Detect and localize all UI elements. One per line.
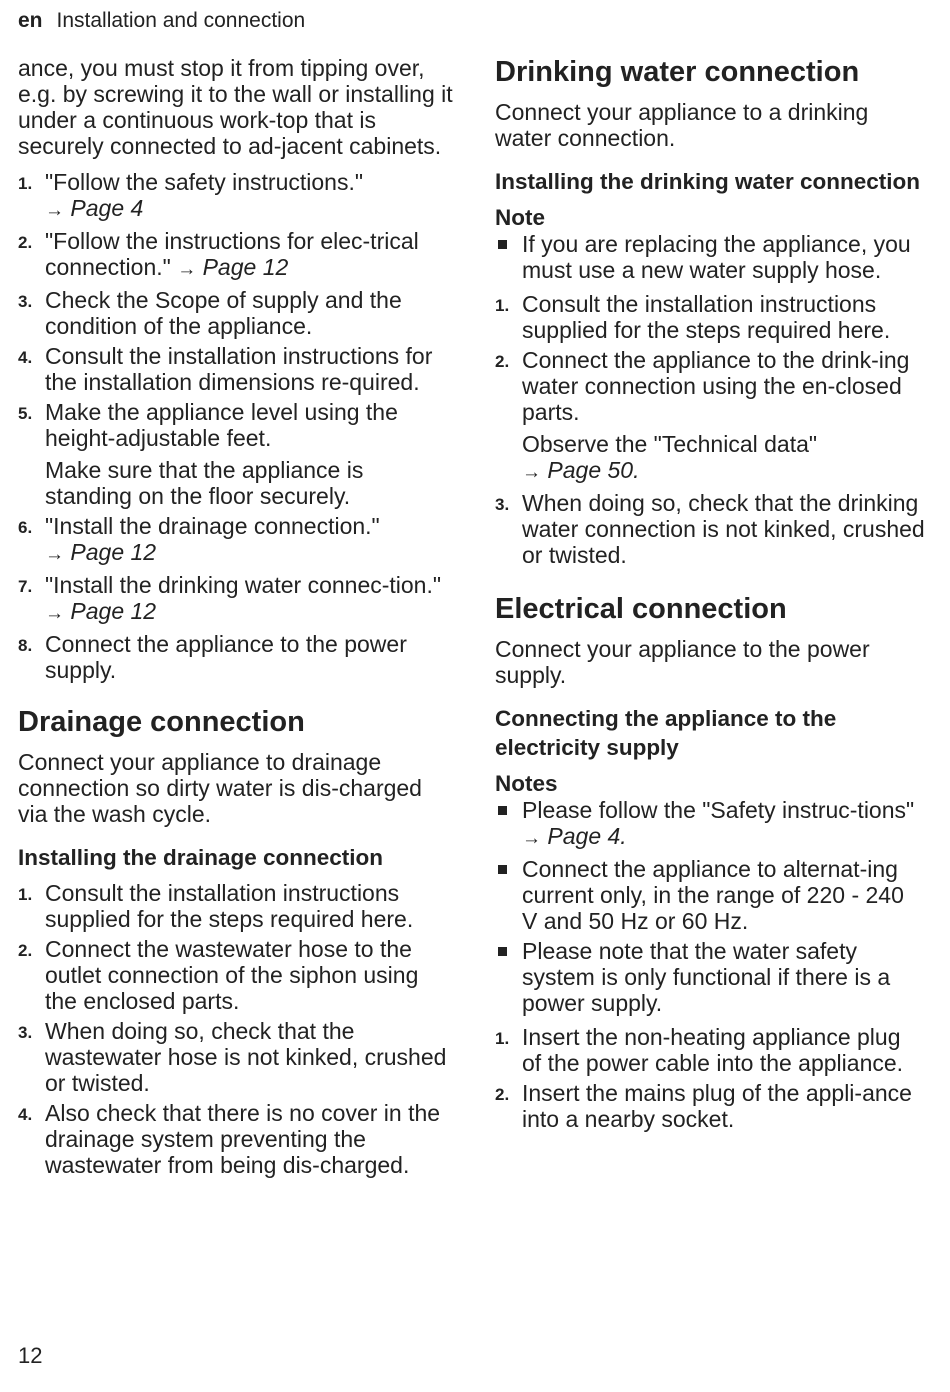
drainage-intro: Connect your appliance to drainage connection so dirty water is dis-charged via the wash cycle. <box>18 749 422 827</box>
list-item: 4. Consult the installation instructions for the installation dimensions re-quired. <box>18 343 433 395</box>
bullet-icon <box>498 240 507 249</box>
electrical-subheading: Connecting the appliance to the electricity supply <box>495 706 837 760</box>
list-item: 1. Insert the non-heating appliance plug of the power cable into the appliance. <box>495 1024 904 1076</box>
arrow-icon: → <box>177 259 197 280</box>
list-item: Please note that the water safety system is only functional if there is a power supply. <box>495 938 925 1016</box>
list-item: 1. Consult the installation instructions supplied for the steps required here. <box>495 291 891 343</box>
page-reference[interactable]: Page 12 <box>70 539 157 565</box>
electrical-intro: Connect your appliance to the power supply. <box>495 636 870 688</box>
page-reference[interactable]: Page 12 <box>70 598 157 624</box>
note-title: Note <box>495 205 545 230</box>
list-item: 1. "Follow the safety instructions." → Page 4 <box>18 169 364 221</box>
arrow-icon: → <box>522 462 541 483</box>
list-item: Connect the appliance to alternat-ing current only, in the range of 220 - 240 V and 50 Hz or 60 Hz. <box>495 856 925 934</box>
continued-text: ance, you must stop it from tipping over, e.g. by screwing it to the wall or installing it under a continuous work-top that is securely connected to ad-jacent cabinets. <box>18 55 453 159</box>
page-reference[interactable]: Page 4. <box>547 823 627 849</box>
electrical-notes <box>495 797 925 1016</box>
drainage-steps <box>18 880 454 1178</box>
list-item: 8. Connect the appliance to the power supply. <box>18 631 407 683</box>
bullet-icon <box>498 865 507 874</box>
list-item: If you are replacing the appliance, you must use a new water supply hose. <box>495 231 925 283</box>
electrical-heading: Electrical connection <box>495 593 787 625</box>
left-column <box>18 55 454 1182</box>
water-notes <box>495 231 925 283</box>
list-item: 1. Consult the installation instructions supplied for the steps required here. <box>18 880 414 932</box>
section-title: Installation and connection <box>56 9 306 32</box>
arrow-icon: → <box>45 200 64 221</box>
page-number: 12 <box>18 1343 43 1368</box>
language-code: en <box>18 9 43 32</box>
list-item: 4. Also check that there is no cover in the drainage system preventing the wastewater from being dis-charged. <box>18 1100 441 1178</box>
list-item: 3. When doing so, check that the wastewater hose is not kinked, crushed or twisted. <box>18 1018 447 1096</box>
list-item: 2. Connect the appliance to the drink-ing water connection using the en-closed parts. Observe the "Technical data" → Page 50. <box>495 347 910 483</box>
notes-title: Notes <box>495 771 558 796</box>
water-steps <box>495 291 925 568</box>
water-subheading: Installing the drinking water connection <box>495 169 921 194</box>
right-column <box>495 55 925 1136</box>
electrical-steps <box>495 1024 925 1132</box>
list-item: Please follow the "Safety instruc-tions" → Page 4. <box>495 797 925 852</box>
list-item: 2. Connect the wastewater hose to the outlet connection of the siphon using the enclosed parts. <box>18 936 419 1014</box>
list-item: 3. When doing so, check that the drinking water connection is not kinked, crushed or twisted. <box>495 490 925 568</box>
bullet-icon <box>498 806 507 815</box>
page-reference[interactable]: Page 12 <box>202 254 289 280</box>
arrow-icon: → <box>45 544 64 565</box>
drainage-heading: Drainage connection <box>18 706 305 738</box>
arrow-icon: → <box>522 828 541 849</box>
list-item: 2. "Follow the instructions for elec-trical connection." → Page 12 <box>18 228 419 280</box>
list-item: 3. Check the Scope of supply and the condition of the appliance. <box>18 287 402 339</box>
page-header <box>18 9 305 33</box>
bullet-icon <box>498 947 507 956</box>
page-reference[interactable]: Page 4 <box>70 195 144 221</box>
water-intro: Connect your appliance to a drinking water connection. <box>495 99 869 151</box>
arrow-icon: → <box>45 603 64 624</box>
water-heading: Drinking water connection <box>495 56 860 88</box>
list-item: 5. Make the appliance level using the height-adjustable feet. Make sure that the appliance is standing on the floor securely. <box>18 399 398 509</box>
list-item: 7. "Install the drinking water connec-tion." → Page 12 <box>18 572 442 624</box>
drainage-subheading: Installing the drainage connection <box>18 845 384 870</box>
list-item: 2. Insert the mains plug of the appli-ance into a nearby socket. <box>495 1080 912 1132</box>
list-item: 6. "Install the drainage connection." → Page 12 <box>18 513 380 565</box>
installation-steps <box>18 169 454 683</box>
page-reference[interactable]: Page 50. <box>547 457 640 483</box>
